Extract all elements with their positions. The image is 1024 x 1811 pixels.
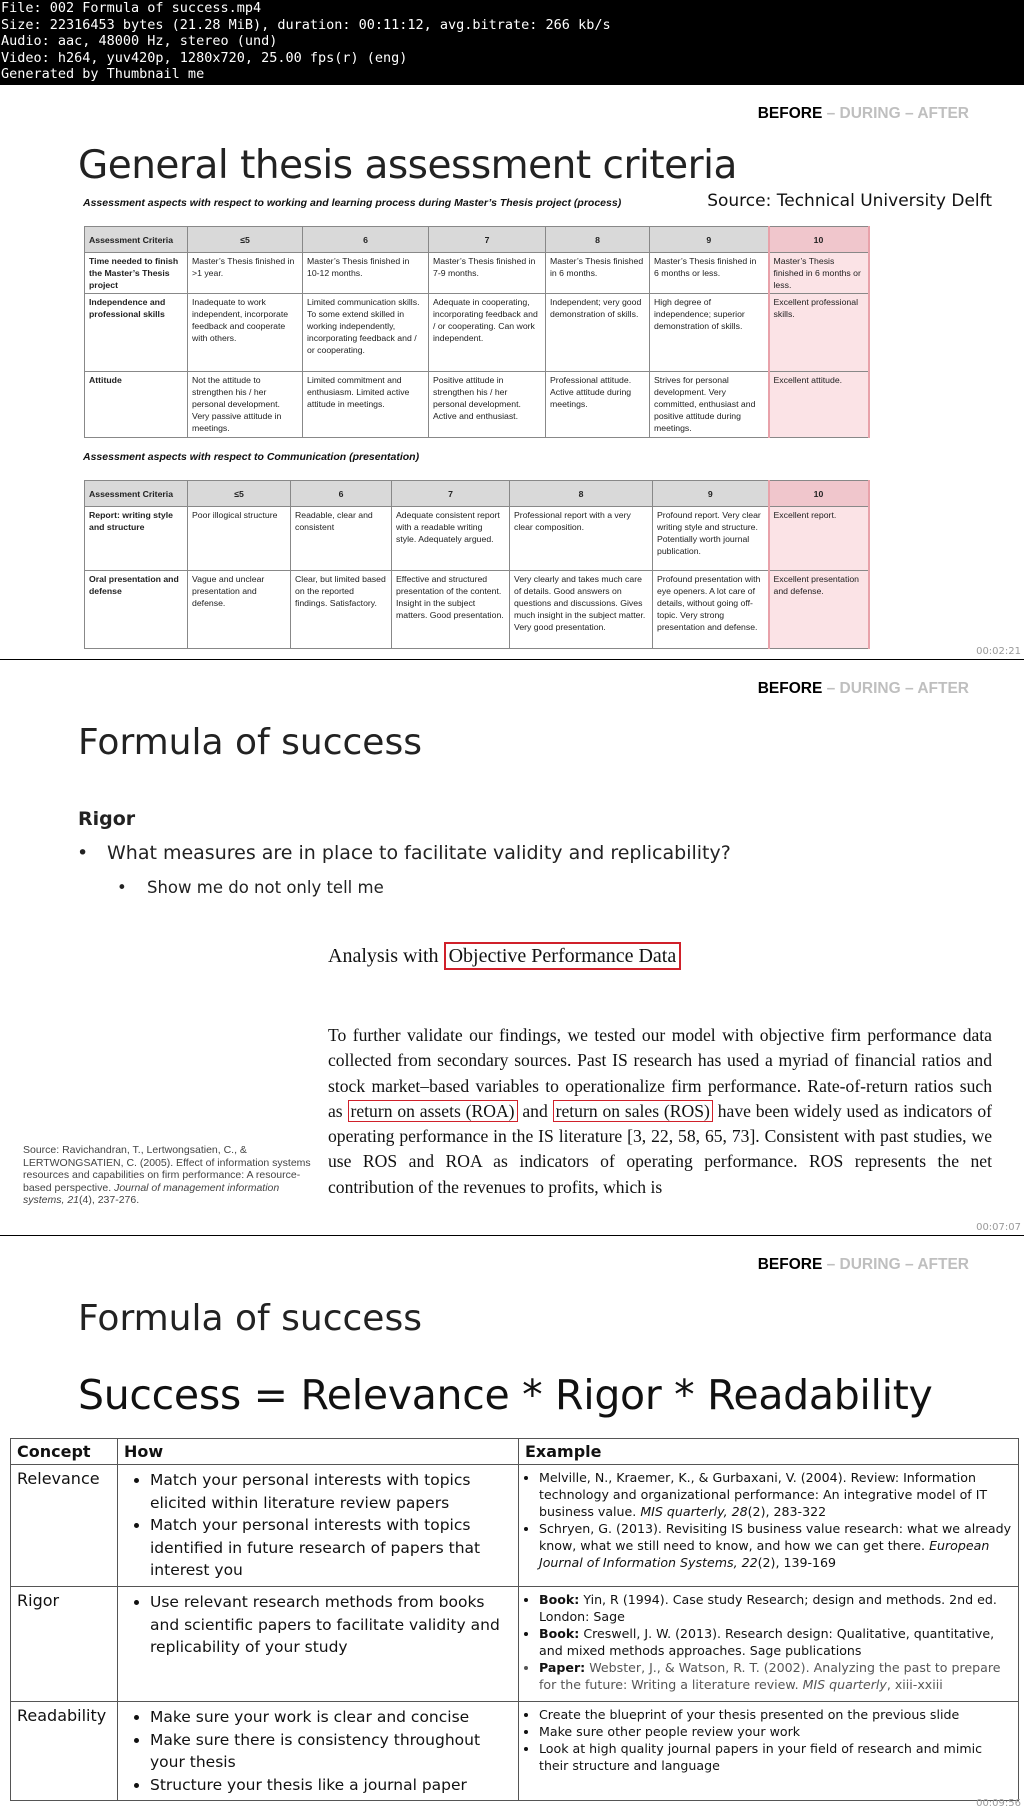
table-cell: Master’s Thesis finished in 6 months or less. <box>650 253 769 294</box>
ref-text: Webster, J., & Watson, R. T. (2002). Analyzing the past to prepare for the future: Writing a literature review. <box>539 1660 1001 1692</box>
header-cell-highlighted: 10 <box>769 227 869 253</box>
frame-timestamp: 00:02:21 <box>976 646 1021 657</box>
success-formula: Success = Relevance * Rigor * Readability <box>78 1371 933 1419</box>
table-cell-highlighted: Excellent presentation and defense. <box>769 571 869 649</box>
ref-text: Schryen, G. (2013). Revisiting IS business value research: what we already know, what we still need to know, and how we can get there. <box>539 1521 1012 1553</box>
list-item: • Make sure your work is clear and concise <box>150 1706 512 1729</box>
table-row <box>85 294 869 372</box>
before-during-after-nav <box>758 680 969 698</box>
table-cell-highlighted: Excellent report. <box>769 507 869 571</box>
table-cell: High degree of independence; superior demonstration of skills. <box>650 294 769 372</box>
table-cell: Independent; very good demonstration of skills. <box>546 294 650 372</box>
table-cell: Professional report with a very clear composition. <box>510 507 653 571</box>
process-criteria-table <box>84 226 870 438</box>
table-cell: Adequate consistent report with a readable writing style. Adequately argued. <box>392 507 510 571</box>
meta-line: File: 002 Formula of success.mp4 <box>1 0 262 16</box>
header-cell: Example <box>519 1439 1019 1465</box>
table-cell: Not the attitude to strengthen his / her personal development. Very passive attitude in meetings. <box>188 372 303 438</box>
citation-text: (4), 237-276. <box>79 1194 140 1206</box>
header-cell-highlighted: 10 <box>769 481 869 507</box>
list-item: • Structure your thesis like a journal paper <box>150 1774 512 1797</box>
bullet-dot-icon: • <box>117 878 127 897</box>
concept-cell: Readability <box>11 1702 118 1801</box>
table-header-row <box>85 481 869 507</box>
highlight-box-roa: return on assets (ROA) <box>348 1100 518 1122</box>
table-row-relevance <box>11 1465 1019 1587</box>
table-cell: Master’s Thesis finished in 10-12 months. <box>303 253 429 294</box>
meta-line: Video: h264, yuv420p, 1280x720, 25.00 fps(r) (eng) <box>1 49 408 66</box>
nav-before: BEFORE <box>757 680 823 697</box>
citation-text: Source: Ravichandran, T., Lertwongsatien, C., & LERTWONGSATIEN, C. (2005). Effect of information systems resources and capabilities on firm performance: A resource-based perspective. <box>23 1144 311 1194</box>
ref-text: (2), 139-169 <box>757 1555 837 1570</box>
table-cell: Inadequate to work independent, incorporate feedback and cooperate with others. <box>188 294 303 372</box>
table-cell-highlighted: Excellent professional skills. <box>769 294 869 372</box>
table-cell: Master’s Thesis finished in 6 months. <box>546 253 650 294</box>
header-cell: 8 <box>510 481 653 507</box>
ref-journal: European Journal of Information Systems, 22 <box>539 1538 990 1570</box>
list-item: • Match your personal interests with topics identified in future research of papers that interest you <box>150 1514 512 1582</box>
analysis-heading-prefix: Analysis with <box>328 945 444 967</box>
example-cell <box>519 1465 1019 1587</box>
list-item: • Use relevant research methods from books and scientific papers to facilitate validity and replicability of your study <box>150 1591 512 1659</box>
bullet-dot-icon: • <box>77 842 89 864</box>
header-cell: ≤5 <box>188 227 303 253</box>
bullet-text: Show me do not only tell me <box>147 878 384 897</box>
ref-type: Book: <box>539 1592 580 1607</box>
header-cell: 7 <box>429 227 546 253</box>
table-cell: Very clearly and takes much care of details. Good answers on questions and discussions. Gives much insight in the subject matter. Very good presentation. <box>510 571 653 649</box>
before-during-after-nav <box>758 105 969 123</box>
header-cell: 6 <box>291 481 392 507</box>
citation-journal: Journal of management information systems, 21 <box>23 1181 280 1206</box>
table-cell: Limited commitment and enthusiasm. Limited active attitude in meetings. <box>303 372 429 438</box>
table-cell: Master’s Thesis finished in >1 year. <box>188 253 303 294</box>
frame-timestamp: 00:07:07 <box>976 1222 1021 1233</box>
header-cell: 9 <box>650 227 769 253</box>
list-item <box>539 1469 1012 1520</box>
table-row-rigor <box>11 1587 1019 1702</box>
bullet-level-2 <box>117 878 384 897</box>
section-header-process: Assessment aspects with respect to working and learning process during Master’s Thesis project (process) <box>83 197 622 209</box>
table-cell: Time needed to finish the Master’s Thesis project <box>85 253 188 294</box>
nav-rest: – DURING – AFTER <box>822 105 969 122</box>
table-cell-highlighted: Master’s Thesis finished in 6 months or less. <box>769 253 869 294</box>
ref-type: Book: <box>539 1626 580 1641</box>
how-cell <box>118 1465 519 1587</box>
table-row <box>85 507 869 571</box>
bullet-text: What measures are in place to facilitate validity and replicability? <box>107 842 731 864</box>
slide-title: Formula of success <box>78 722 422 763</box>
list-item <box>539 1625 1012 1659</box>
table-cell: Limited communication skills. To some extend skilled in working independently, incorporating feedback and / or cooperating. <box>303 294 429 372</box>
table-cell: Readable, clear and consistent <box>291 507 392 571</box>
table-cell: Vague and unclear presentation and defense. <box>188 571 291 649</box>
ref-text: Yin, R (1994). Case study Research; design and methods. 2nd ed. London: Sage <box>539 1592 997 1624</box>
concept-cell: Relevance <box>11 1465 118 1587</box>
header-cell: Assessment Criteria <box>85 227 188 253</box>
nav-rest: – DURING – AFTER <box>822 680 969 697</box>
table-cell: Independence and professional skills <box>85 294 188 372</box>
thumbnail-frame-2 <box>0 660 1024 1235</box>
header-cell: How <box>118 1439 519 1465</box>
ref-text: Creswell, J. W. (2013). Research design: Qualitative, quantitative, and mixed methods approaches. Sage publications <box>539 1626 995 1658</box>
table-cell: Adequate in cooperating, incorporating feedback and / or cooperating. Can work independent. <box>429 294 546 372</box>
table-row-readability <box>11 1702 1019 1801</box>
table-cell: Attitude <box>85 372 188 438</box>
how-cell <box>118 1702 519 1801</box>
table-cell: Positive attitude in strengthen his / her personal development. Active and enthusiast. <box>429 372 546 438</box>
table-cell: Clear, but limited based on the reported findings. Satisfactory. <box>291 571 392 649</box>
ref-type: Paper: <box>539 1660 586 1675</box>
paragraph-text: have been widely used as indicators of operating performance in the IS literature [3, 22, 58, 65, 73]. Consistent with past studies, we use ROS and ROA as indicators of operating performance. ROS represents the net contribution of the revenues to profits, which is <box>328 1100 992 1197</box>
nav-rest: – DURING – AFTER <box>822 1256 969 1273</box>
list-item <box>539 1591 1012 1625</box>
slide-title: Formula of success <box>78 1298 422 1339</box>
list-item: • Create the blueprint of your thesis presented on the previous slide <box>539 1706 1012 1723</box>
header-cell: Concept <box>11 1439 118 1465</box>
meta-line: Audio: aac, 48000 Hz, stereo (und) <box>1 33 278 50</box>
example-cell <box>519 1587 1019 1702</box>
highlight-box-objective-data: Objective Performance Data <box>444 942 682 970</box>
thumbnail-frame-3 <box>0 1236 1024 1811</box>
frame-timestamp: 00:09:56 <box>976 1798 1021 1809</box>
bullet-level-1 <box>77 842 731 864</box>
list-item: • Make sure there is consistency throughout your thesis <box>150 1729 512 1774</box>
paragraph-text: To further validate our findings, we tested our model with objective firm performance data collected from secondary sources. Past IS research has used a myriad of financial ratios and stock market–based variables to operationalize firm performance. Rate-of-return ratios such as <box>328 1025 992 1121</box>
thumbnail-frame-1 <box>0 85 1024 659</box>
how-cell <box>118 1587 519 1702</box>
table-cell: Professional attitude. Active attitude during meetings. <box>546 372 650 438</box>
header-cell: 8 <box>546 227 650 253</box>
table-cell: Effective and structured presentation of the content. Insight in the subject matters. Good presentation. <box>392 571 510 649</box>
meta-line: Generated by Thumbnail me <box>1 66 205 83</box>
list-item <box>539 1520 1012 1571</box>
table-cell: Poor illogical structure <box>188 507 291 571</box>
header-cell: 6 <box>303 227 429 253</box>
video-metadata <box>0 0 1024 84</box>
communication-criteria-table <box>84 480 870 649</box>
before-during-after-nav <box>758 1256 969 1274</box>
table-header-row <box>85 227 869 253</box>
table-cell: Profound presentation with eye openers. A lot care of details, without going off-topic. Very strong presentation and defense. <box>653 571 769 649</box>
section-header-communication: Assessment aspects with respect to Communication (presentation) <box>83 451 420 463</box>
header-cell: ≤5 <box>188 481 291 507</box>
table-row <box>85 372 869 438</box>
rigor-heading: Rigor <box>78 808 136 830</box>
table-cell: Profound report. Very clear writing style and structure. Potentially worth journal publication. <box>653 507 769 571</box>
table-row <box>85 253 869 294</box>
list-item: • Make sure other people review your work <box>539 1723 1012 1740</box>
table-cell: Master’s Thesis finished in 7-9 months. <box>429 253 546 294</box>
ref-text: (2), 283-322 <box>747 1504 827 1519</box>
table-cell: Report: writing style and structure <box>85 507 188 571</box>
list-item: • Match your personal interests with topics elicited within literature review papers <box>150 1469 512 1514</box>
source-label: Source: Technical University Delft <box>707 191 992 211</box>
list-item: • Look at high quality journal papers in your field of research and mimic their structure and language <box>539 1740 1012 1774</box>
meta-line: Size: 22316453 bytes (21.28 MiB), duration: 00:11:12, avg.bitrate: 266 kb/s <box>1 16 611 33</box>
nav-before: BEFORE <box>757 105 823 122</box>
table-cell: Oral presentation and defense <box>85 571 188 649</box>
paragraph-text: and <box>517 1100 553 1121</box>
analysis-paragraph <box>328 1023 992 1200</box>
header-cell: 7 <box>392 481 510 507</box>
example-cell <box>519 1702 1019 1801</box>
slide-title: General thesis assessment criteria <box>78 143 737 188</box>
ref-journal: MIS quarterly <box>802 1677 887 1692</box>
ref-text: Melville, N., Kraemer, K., & Gurbaxani, V. (2004). Review: Information technology and organizational performance: An integrative model of IT business value. <box>539 1470 988 1519</box>
concept-table <box>10 1438 1019 1801</box>
analysis-heading <box>328 945 681 968</box>
nav-before: BEFORE <box>757 1256 823 1273</box>
header-cell: Assessment Criteria <box>85 481 188 507</box>
highlight-box-ros: return on sales (ROS) <box>553 1100 713 1122</box>
table-header-row <box>11 1439 1019 1465</box>
header-cell: 9 <box>653 481 769 507</box>
ref-text: , xiii-xxiii <box>886 1677 943 1692</box>
ref-journal: MIS quarterly, 28 <box>640 1504 748 1519</box>
citation-source <box>23 1144 323 1207</box>
table-cell-highlighted: Excellent attitude. <box>769 372 869 438</box>
concept-cell: Rigor <box>11 1587 118 1702</box>
table-row <box>85 571 869 649</box>
table-cell: Strives for personal development. Very committed, enthusiast and positive attitude during meetings. <box>650 372 769 438</box>
list-item <box>539 1659 1012 1693</box>
